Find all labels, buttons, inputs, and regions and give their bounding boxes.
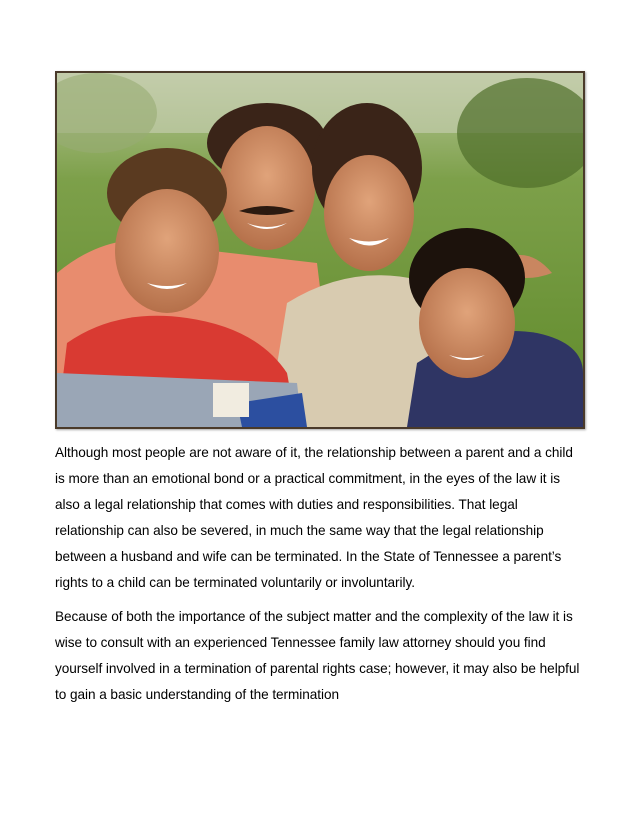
- family-photo: [55, 71, 585, 429]
- family-photo-image: [57, 73, 583, 427]
- document-body: [55, 440, 585, 716]
- paragraph-1: Although most people are not aware of it, the relationship between a parent and a child is more than an emotional bond or a practical commitment, in the eyes of the law it is also a legal relationship that comes with duties and responsibilities. That legal relationship can also be severed, in much the same way that the legal relationship between a husband and wife can be terminated. In the State of Tennessee a parent’s rights to a child can be terminated voluntarily or involuntarily.: [55, 445, 573, 590]
- paragraph-2: Because of both the importance of the subject matter and the complexity of the law it is wise to consult with an experienced Tennessee family law attorney should you find yourself involved in a termination of parental rights case; however, it may also be helpful to gain a basic understanding of the termination: [55, 609, 580, 702]
